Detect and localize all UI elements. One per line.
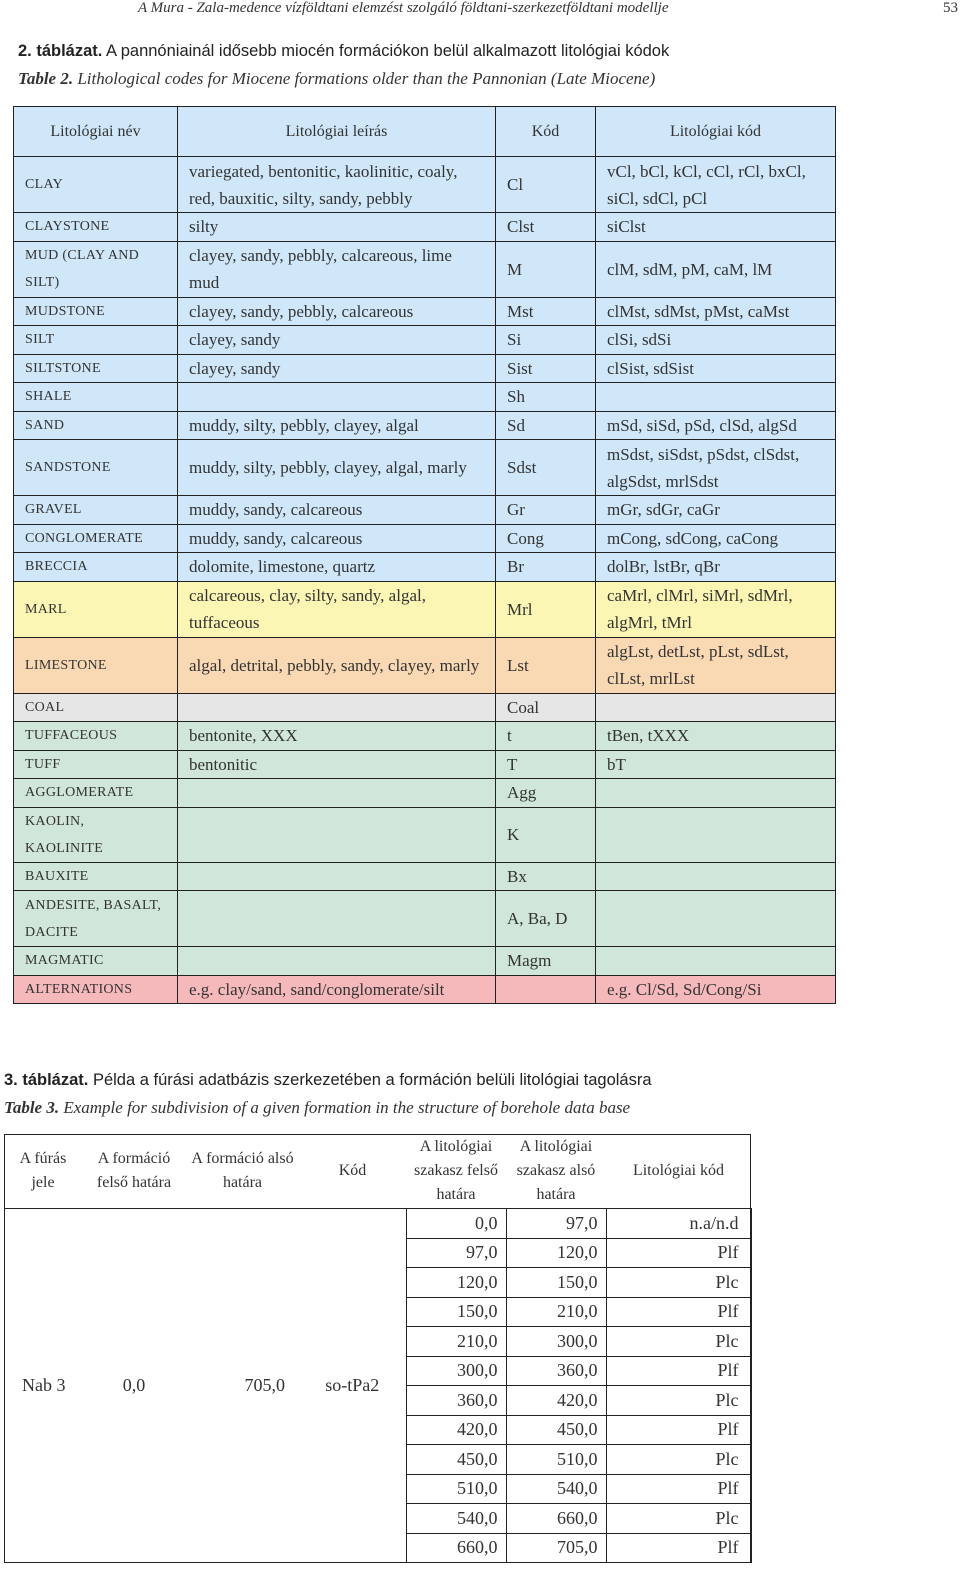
lithology-description-cell: bentonitic	[178, 750, 496, 779]
table2-row	[14, 722, 836, 751]
interval-bottom-cell: 360,0	[506, 1356, 606, 1386]
lithology-description-cell: muddy, sandy, calcareous	[178, 496, 496, 525]
lithology-full-code-cell: vCl, bCl, kCl, cCl, rCl, bxCl, siCl, sdCl, pCl	[596, 157, 836, 213]
interval-bottom-cell: 300,0	[506, 1327, 606, 1357]
interval-bottom-cell: 97,0	[506, 1209, 606, 1239]
interval-lithology-code-cell: Plf	[606, 1415, 751, 1445]
lithology-description-cell: calcareous, clay, silty, sandy, algal, tuffaceous	[178, 581, 496, 637]
lithology-name-cell: MUD (CLAY AND SILT)	[14, 241, 178, 297]
lithology-code-cell: Cl	[496, 157, 596, 213]
table2-row	[14, 157, 836, 213]
table2-col-header: Litológiai kód	[596, 107, 836, 157]
lithology-full-code-cell: e.g. Cl/Sd, Sd/Cong/Si	[596, 975, 836, 1004]
lithology-name-cell: MAGMATIC	[14, 947, 178, 976]
lithology-full-code-cell: bT	[596, 750, 836, 779]
table2-row	[14, 440, 836, 496]
lithology-code-cell: Magm	[496, 947, 596, 976]
lithology-name-cell: BRECCIA	[14, 553, 178, 582]
lithology-description-cell: clayey, sandy, pebbly, calcareous, lime mud	[178, 241, 496, 297]
formation-bottom-cell: 705,0	[244, 1375, 285, 1396]
lithology-name-cell: LIMESTONE	[14, 637, 178, 693]
interval-lithology-code-cell: Plc	[606, 1327, 751, 1357]
lithology-code-cell: Mst	[496, 297, 596, 326]
lithology-description-cell	[178, 891, 496, 947]
lithology-code-cell: T	[496, 750, 596, 779]
interval-top-cell: 97,0	[406, 1238, 506, 1268]
lithology-code-cell: Sd	[496, 411, 596, 440]
lithology-name-cell: CLAYSTONE	[14, 213, 178, 242]
lithology-description-cell	[178, 862, 496, 891]
lithology-full-code-cell	[596, 947, 836, 976]
lithology-full-code-cell: mGr, sdGr, caGr	[596, 496, 836, 525]
table2-row	[14, 553, 836, 582]
table2-row	[14, 862, 836, 891]
lithology-code-cell: Gr	[496, 496, 596, 525]
lithology-name-cell: BAUXITE	[14, 862, 178, 891]
interval-top-cell: 210,0	[406, 1327, 506, 1357]
table2-row	[14, 693, 836, 722]
interval-lithology-code-cell: Plc	[606, 1386, 751, 1416]
lithology-full-code-cell	[596, 779, 836, 808]
table2-row	[14, 213, 836, 242]
lithology-name-cell: SILT	[14, 326, 178, 355]
lithology-name-cell: MARL	[14, 581, 178, 637]
lithology-name-cell: KAOLIN, KAOLINITE	[14, 807, 178, 862]
interval-bottom-cell: 420,0	[506, 1386, 606, 1416]
table2-row	[14, 581, 836, 637]
interval-lithology-code-cell: Plf	[606, 1474, 751, 1504]
interval-lithology-code-cell: Plf	[606, 1297, 751, 1327]
table2-col-header: Litológiai név	[14, 107, 178, 157]
interval-bottom-cell: 150,0	[506, 1268, 606, 1298]
lithology-name-cell: MUDSTONE	[14, 297, 178, 326]
interval-bottom-cell: 450,0	[506, 1415, 606, 1445]
table2-row	[14, 891, 836, 947]
lithology-code-cell: Mrl	[496, 581, 596, 637]
lithology-code-cell: Sdst	[496, 440, 596, 496]
lithology-name-cell: TUFFACEOUS	[14, 722, 178, 751]
table2-row	[14, 241, 836, 297]
table3-header-row	[4, 1134, 751, 1209]
lithology-full-code-cell	[596, 862, 836, 891]
table2-row	[14, 637, 836, 693]
lithology-full-code-cell: mSd, siSd, pSd, clSd, algSd	[596, 411, 836, 440]
lithology-description-cell	[178, 947, 496, 976]
table3-col-header: A litológiai szakasz alsó határa	[506, 1134, 606, 1209]
lithology-name-cell: GRAVEL	[14, 496, 178, 525]
lithology-full-code-cell: mSdst, siSdst, pSdst, clSdst, algSdst, mrlSdst	[596, 440, 836, 496]
lithology-code-cell: t	[496, 722, 596, 751]
lithology-description-cell: muddy, sandy, calcareous	[178, 524, 496, 553]
lithology-code-cell: Cong	[496, 524, 596, 553]
formation-code-cell: so-tPa2	[325, 1375, 380, 1396]
lithology-description-cell	[178, 779, 496, 808]
lithology-codes-table	[13, 106, 836, 1004]
lithology-full-code-cell	[596, 807, 836, 862]
table2-caption-en-label: Table 2.	[18, 69, 74, 88]
interval-bottom-cell: 540,0	[506, 1474, 606, 1504]
lithology-full-code-cell: dolBr, lstBr, qBr	[596, 553, 836, 582]
running-header	[0, 0, 960, 20]
lithology-full-code-cell: clMst, sdMst, pMst, caMst	[596, 297, 836, 326]
lithology-code-cell: Br	[496, 553, 596, 582]
table3-col-header: A formáció felső határa	[82, 1134, 186, 1209]
lithology-name-cell: SAND	[14, 411, 178, 440]
table2-caption-hu	[18, 42, 669, 61]
lithology-description-cell	[178, 383, 496, 412]
interval-top-cell: 0,0	[406, 1209, 506, 1239]
lithology-description-cell: clayey, sandy	[178, 326, 496, 355]
lithology-description-cell: silty	[178, 213, 496, 242]
table2-row	[14, 354, 836, 383]
interval-top-cell: 120,0	[406, 1268, 506, 1298]
lithology-code-cell: A, Ba, D	[496, 891, 596, 947]
lithology-name-cell: TUFF	[14, 750, 178, 779]
interval-lithology-code-cell: Plc	[606, 1445, 751, 1475]
interval-lithology-code-cell: Plf	[606, 1238, 751, 1268]
table2-row	[14, 496, 836, 525]
table3-col-header: A fúrás jele	[4, 1134, 82, 1209]
page-number: 53	[943, 0, 958, 16]
lithology-full-code-cell	[596, 693, 836, 722]
lithology-description-cell: clayey, sandy, pebbly, calcareous	[178, 297, 496, 326]
table2-row	[14, 807, 836, 862]
interval-top-cell: 450,0	[406, 1445, 506, 1475]
interval-top-cell: 360,0	[406, 1386, 506, 1416]
interval-lithology-code-cell: Plc	[606, 1504, 751, 1534]
table3-caption-hu-text: Példa a fúrási adatbázis szerkezetében a formáción belüli litológiai tagolásra	[88, 1071, 652, 1089]
table3-col-header: Litológiai kód	[606, 1134, 751, 1209]
lithology-name-cell: ANDESITE, BASALT, DACITE	[14, 891, 178, 947]
lithology-code-cell: Coal	[496, 693, 596, 722]
lithology-code-cell: Clst	[496, 213, 596, 242]
running-title: A Mura - Zala-medence vízföldtani elemzést szolgáló földtani-szerkezetföldtani modellje	[138, 0, 669, 16]
table2-row	[14, 947, 836, 976]
table2-row	[14, 411, 836, 440]
lithology-name-cell: AGGLOMERATE	[14, 779, 178, 808]
lithology-full-code-cell: caMrl, clMrl, siMrl, sdMrl, algMrl, tMrl	[596, 581, 836, 637]
lithology-name-cell: CONGLOMERATE	[14, 524, 178, 553]
lithology-full-code-cell: clSist, sdSist	[596, 354, 836, 383]
table3-caption-hu-label: 3. táblázat.	[4, 1071, 89, 1089]
lithology-description-cell	[178, 807, 496, 862]
lithology-full-code-cell: mCong, sdCong, caCong	[596, 524, 836, 553]
table2-row	[14, 297, 836, 326]
table2-row	[14, 750, 836, 779]
lithology-code-cell: Lst	[496, 637, 596, 693]
lithology-full-code-cell: siClst	[596, 213, 836, 242]
table2-body	[14, 157, 836, 1004]
lithology-name-cell: CLAY	[14, 157, 178, 213]
lithology-description-cell: dolomite, limestone, quartz	[178, 553, 496, 582]
interval-top-cell: 300,0	[406, 1356, 506, 1386]
lithology-full-code-cell: clSi, sdSi	[596, 326, 836, 355]
table2-header-row	[14, 107, 836, 157]
table3-caption-en-label: Table 3.	[4, 1098, 60, 1117]
table2-row	[14, 326, 836, 355]
table2-row	[14, 524, 836, 553]
table2-caption-hu-label: 2. táblázat.	[18, 42, 103, 60]
lithology-full-code-cell	[596, 891, 836, 947]
lithology-code-cell: Sist	[496, 354, 596, 383]
interval-lithology-code-cell: Plc	[606, 1268, 751, 1298]
interval-lithology-code-cell: Plf	[606, 1533, 751, 1563]
lithology-description-cell: bentonite, XXX	[178, 722, 496, 751]
lithology-code-cell: Si	[496, 326, 596, 355]
lithology-description-cell	[178, 693, 496, 722]
table2-row	[14, 975, 836, 1004]
lithology-full-code-cell: clM, sdM, pM, caM, lM	[596, 241, 836, 297]
interval-bottom-cell: 705,0	[506, 1533, 606, 1563]
interval-bottom-cell: 510,0	[506, 1445, 606, 1475]
lithology-code-cell: Bx	[496, 862, 596, 891]
lithology-name-cell: ALTERNATIONS	[14, 975, 178, 1004]
borehole-subdivision-table	[4, 1134, 752, 1563]
table2-col-header: Kód	[496, 107, 596, 157]
lithology-code-cell: Agg	[496, 779, 596, 808]
table3-caption-en	[4, 1098, 630, 1118]
lithology-full-code-cell	[596, 383, 836, 412]
lithology-name-cell: COAL	[14, 693, 178, 722]
interval-lithology-code-cell: n.a/n.d	[606, 1209, 751, 1239]
interval-bottom-cell: 120,0	[506, 1238, 606, 1268]
table2-row	[14, 779, 836, 808]
lithology-name-cell: SHALE	[14, 383, 178, 412]
lithology-description-cell: algal, detrital, pebbly, sandy, clayey, marly	[178, 637, 496, 693]
interval-top-cell: 660,0	[406, 1533, 506, 1563]
interval-bottom-cell: 210,0	[506, 1297, 606, 1327]
interval-lithology-code-cell: Plf	[606, 1356, 751, 1386]
borehole-id-cell: Nab 3	[22, 1375, 66, 1396]
lithology-code-cell: M	[496, 241, 596, 297]
lithology-description-cell: muddy, silty, pebbly, clayey, algal, marly	[178, 440, 496, 496]
lithology-description-cell: e.g. clay/sand, sand/conglomerate/silt	[178, 975, 496, 1004]
lithology-description-cell: variegated, bentonitic, kaolinitic, coaly, red, bauxitic, silty, sandy, pebbly	[178, 157, 496, 213]
table2-caption-en-text: Lithological codes for Miocene formations older than the Pannonian (Late Miocene)	[73, 69, 656, 88]
table3-row	[4, 1209, 751, 1239]
table2-caption-en	[18, 69, 655, 89]
lithology-name-cell: SANDSTONE	[14, 440, 178, 496]
interval-bottom-cell: 660,0	[506, 1504, 606, 1534]
table3-caption-hu	[4, 1071, 652, 1090]
lithology-code-cell	[496, 975, 596, 1004]
table2-col-header: Litológiai leírás	[178, 107, 496, 157]
table3-col-header: A formáció alsó határa	[186, 1134, 299, 1209]
formation-top-cell: 0,0	[122, 1375, 146, 1396]
interval-top-cell: 150,0	[406, 1297, 506, 1327]
interval-top-cell: 540,0	[406, 1504, 506, 1534]
table2-caption-hu-text: A pannóniainál idősebb miocén formációkon belül alkalmazott litológiai kódok	[102, 42, 670, 60]
table3-col-header: A litológiai szakasz felső határa	[406, 1134, 506, 1209]
table3-col-header: Kód	[299, 1134, 406, 1209]
table2-row	[14, 383, 836, 412]
interval-top-cell: 510,0	[406, 1474, 506, 1504]
interval-top-cell: 420,0	[406, 1415, 506, 1445]
lithology-full-code-cell: tBen, tXXX	[596, 722, 836, 751]
lithology-code-cell: Sh	[496, 383, 596, 412]
lithology-full-code-cell: algLst, detLst, pLst, sdLst, clLst, mrlLst	[596, 637, 836, 693]
lithology-code-cell: K	[496, 807, 596, 862]
table3-caption-en-text: Example for subdivision of a given formation in the structure of borehole data base	[59, 1098, 631, 1117]
lithology-description-cell: muddy, silty, pebbly, clayey, algal	[178, 411, 496, 440]
lithology-description-cell: clayey, sandy	[178, 354, 496, 383]
table3-body	[4, 1209, 751, 1563]
lithology-name-cell: SILTSTONE	[14, 354, 178, 383]
